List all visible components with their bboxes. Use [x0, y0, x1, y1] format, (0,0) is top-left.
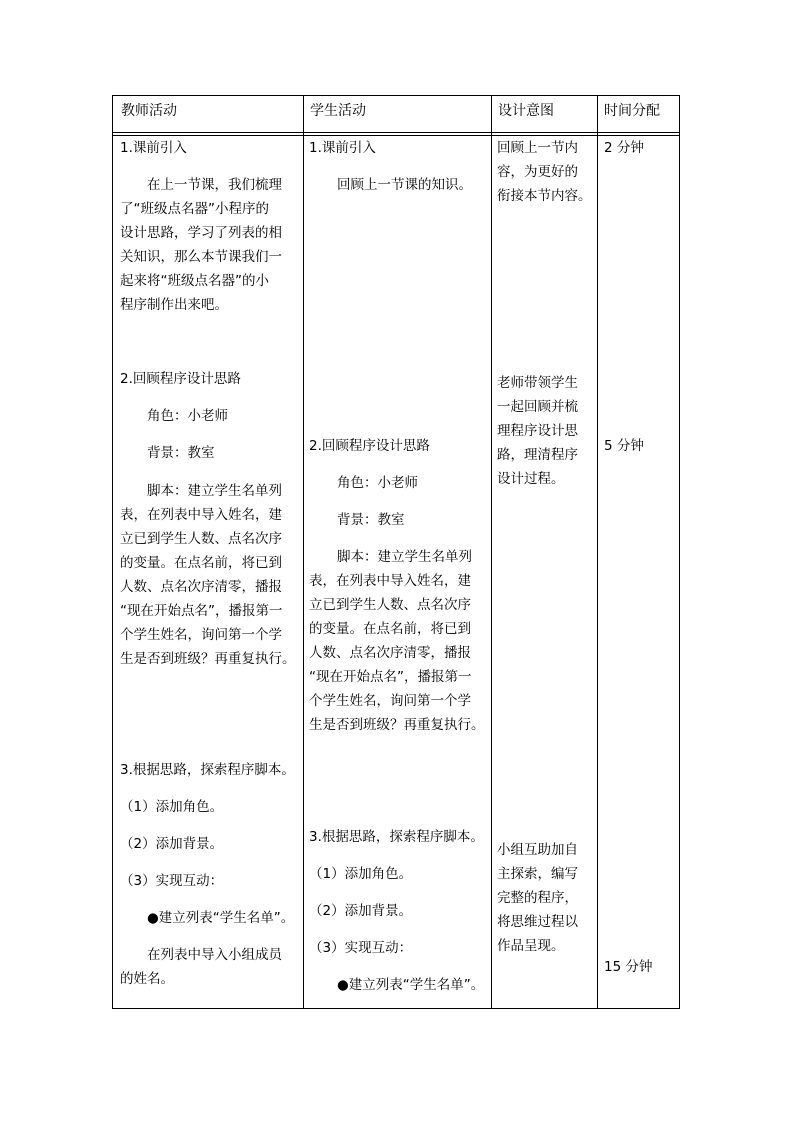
intent-1-line: 回顾上一节内	[497, 140, 578, 156]
student-s3-item: （2）添加背景。	[309, 903, 413, 919]
teacher-s3-import-line: 的姓名。	[120, 971, 174, 987]
intent-3-line: 主探索，编写	[497, 866, 578, 882]
time-3: 15 分钟	[604, 959, 653, 975]
teacher-s3-import-line: 在列表中导入小组成员	[147, 947, 282, 963]
student-s3-item: （3）实现互动：	[309, 940, 413, 956]
intent-3-line: 完整的程序，	[497, 890, 578, 906]
teacher-s3-title: 3.根据思路，探索程序脚本。	[120, 762, 295, 778]
teacher-s2-title: 2.回顾程序设计思路	[120, 371, 241, 387]
header-divider	[113, 132, 679, 133]
intent-2-line: 设计过程。	[497, 471, 565, 487]
student-s2-script-line: “现在开始点名”，播报第一	[309, 669, 472, 685]
student-s2-title: 2.回顾程序设计思路	[309, 438, 430, 454]
intent-3-line: 作品呈现。	[497, 938, 565, 954]
teacher-s3-item: （2）添加背景。	[120, 836, 224, 852]
teacher-s3-item: （3）实现互动：	[120, 873, 224, 889]
teacher-s3-item: （1）添加角色。	[120, 799, 224, 815]
teacher-s2-script-line: 生是否到班级？再重复执行。	[120, 651, 296, 667]
time-1: 2 分钟	[604, 140, 644, 156]
teacher-s2-bg: 背景：教室	[147, 445, 215, 461]
student-s2-script-line: 脚本：建立学生名单列	[337, 549, 472, 565]
teacher-s1-line: 在上一节课，我们梳理	[147, 177, 282, 193]
teacher-s1-line: 关知识，那么本节课我们一	[120, 249, 282, 265]
teacher-s1-line: 起来将“班级点名器”的小	[120, 273, 269, 289]
teacher-s2-script-line: 个学生姓名，询问第一个学	[120, 627, 282, 643]
header-student: 学生活动	[310, 103, 366, 119]
teacher-s2-script-line: 人数、点名次序清零，播报	[120, 579, 282, 595]
student-s3-bullet: ●建立列表“学生名单”。	[337, 977, 485, 993]
intent-3-line: 将思维过程以	[497, 914, 578, 930]
student-s2-script-line: 表，在列表中导入姓名，建	[309, 573, 471, 589]
student-s3-title: 3.根据思路，探索程序脚本。	[309, 829, 484, 845]
student-s2-script-line: 个学生姓名，询问第一个学	[309, 693, 471, 709]
student-s2-role: 角色：小老师	[337, 475, 418, 491]
teacher-s2-script-line: 的变量。在点名前，将已到	[120, 555, 282, 571]
teacher-s2-script-line: 脚本：建立学生名单列	[147, 483, 282, 499]
header-intent: 设计意图	[498, 103, 554, 119]
time-2: 5 分钟	[604, 438, 644, 454]
intent-1-line: 容，为更好的	[497, 164, 578, 180]
intent-1-line: 衔接本节内容。	[497, 188, 592, 204]
column-divider-1	[303, 96, 304, 1008]
student-s1-title: 1.课前引入	[309, 140, 376, 156]
column-divider-2	[491, 96, 492, 1008]
student-s2-bg: 背景：教室	[337, 512, 405, 528]
teacher-s1-line: 程序制作出来吧。	[120, 297, 228, 313]
intent-2-line: 理程序设计思	[497, 423, 578, 439]
teacher-s1-line: 了“班级点名器”小程序的	[120, 201, 269, 217]
student-s2-script-line: 的变量。在点名前，将已到	[309, 621, 471, 637]
teacher-s3-bullet: ●建立列表“学生名单”。	[147, 910, 295, 926]
student-s2-script-line: 人数、点名次序清零，播报	[309, 645, 471, 661]
student-s3-item: （1）添加角色。	[309, 866, 413, 882]
intent-2-line: 老师带领学生	[497, 375, 578, 391]
teacher-s2-script-line: “现在开始点名”，播报第一	[120, 603, 283, 619]
header-time: 时间分配	[604, 103, 660, 119]
teacher-s2-role: 角色：小老师	[147, 408, 228, 424]
column-divider-3	[597, 96, 598, 1008]
header-teacher: 教师活动	[121, 103, 177, 119]
header-divider-double	[113, 135, 679, 136]
intent-3-line: 小组互助加自	[497, 842, 578, 858]
intent-2-line: 一起回顾并梳	[497, 399, 578, 415]
student-s1-text: 回顾上一节课的知识。	[337, 177, 472, 193]
intent-2-line: 路，理清程序	[497, 447, 578, 463]
teacher-s1-title: 1.课前引入	[120, 140, 187, 156]
student-s2-script-line: 立已到学生人数、点名次序	[309, 597, 471, 613]
student-s2-script-line: 生是否到班级？再重复执行。	[309, 717, 485, 733]
teacher-s2-script-line: 表，在列表中导入姓名，建	[120, 507, 282, 523]
teacher-s1-line: 设计思路，学习了列表的相	[120, 225, 282, 241]
teacher-s2-script-line: 立已到学生人数、点名次序	[120, 531, 282, 547]
